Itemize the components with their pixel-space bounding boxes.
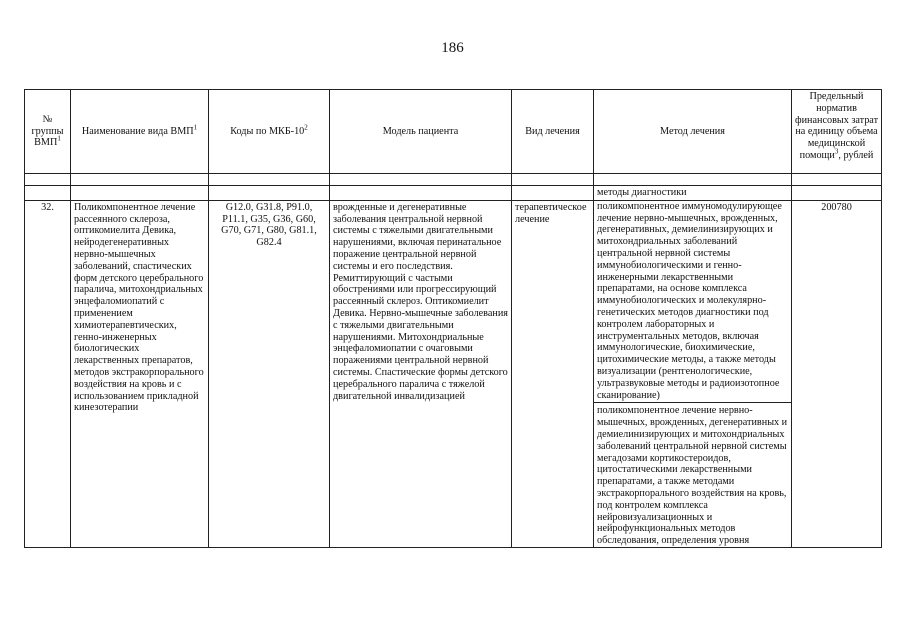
treatment-type: терапевтическое лечение (512, 200, 594, 547)
table-header-row (25, 90, 882, 174)
header-patient-model: Модель пациента (330, 90, 512, 174)
header-treatment-type: Вид лечения (512, 90, 594, 174)
continuation-method: методы диагностики (594, 186, 792, 201)
patient-model: врожденные и дегенеративные заболевания центральной нервной системы с тяжелыми двигательными нарушениями, включая перинатальное поражение центральной нервной системы и его последствия. Ремиттирующий с частыми обострениями или прогрессирующий рассеянный склероз. Оптикомиелит Девика. Нервно-мышечные заболевания с тяжелыми двигательными нарушениями. Митохондриальные энцефаломиопатии с очаговыми поражениями центральной нервной системы. Спастические формы детского церебрального паралича с тяжелой двигательной инвалидизацией (330, 200, 512, 547)
blank-row (25, 174, 882, 186)
group-number: 32. (25, 200, 71, 547)
icd-codes: G12.0, G31.8, P91.0, P11.1, G35, G36, G60, G70, G71, G80, G81.1, G82.4 (209, 200, 330, 547)
header-cost-norm: Предельный норматив финансовых затрат на единицу объема медицинской помощи$^3$, рублей (792, 90, 882, 174)
table-row (25, 200, 882, 547)
header-icd-codes: Коды по МКБ-$10^2$ (209, 90, 330, 174)
continuation-row (25, 186, 882, 201)
treatment-method-2: поликомпонентное лечение нервно-мышечных, врожденных, дегенеративных и демиелинизирующих и митохондриальных заболеваний центральной нервной системы мегадозами кортикостероидов, цитостатическими лекарственными препаратами, а также методами экстракорпорального воздействия на кровь, под контролем комплекса нейровизуализационных и нейрофункциональных методов обследования, определения уровня (594, 402, 791, 547)
page-number: 186 (441, 40, 464, 56)
cost-norm-value: 200780 (792, 200, 882, 547)
treatment-methods (594, 200, 792, 547)
vmp-name: Поликомпонентное лечение рассеянного склероза, оптикомиелита Девика, нейродегенеративных нервно-мышечных заболеваний, спастических форм детского церебрального паралича, митохондриальных энцефаломиопатий с применением химиотерапевтических, генно-инженерных биологических лекарственных препаратов, методов экстракорпорального воздействия на кровь и с использованием прикладной кинезотерапии (71, 200, 209, 547)
header-vmp-name: Наименование вида ВМП$^1$ (71, 90, 209, 174)
header-treatment-method: Метод лечения (594, 90, 792, 174)
treatment-method-1: поликомпонентное иммуномодулирующее лечение нервно-мышечных, врожденных, дегенеративных, демиелинизирующих и митохондриальных заболеваний центральной нервной системы иммунобиологическими и генно-инженерными лекарственными препаратами, на основе комплекса иммунобиологических и молекулярно-генетических методов диагностики под контролем лабораторных и инструментальных методов, включая иммунологические, биохимические, цитохимические методы, а также методы визуализации (рентгенологические, ультразвуковые методы и радиоизотопное сканирование) (597, 200, 782, 401)
vmp-table (24, 89, 882, 548)
header-group-number: № группы ВМП$^1$ (25, 90, 71, 174)
